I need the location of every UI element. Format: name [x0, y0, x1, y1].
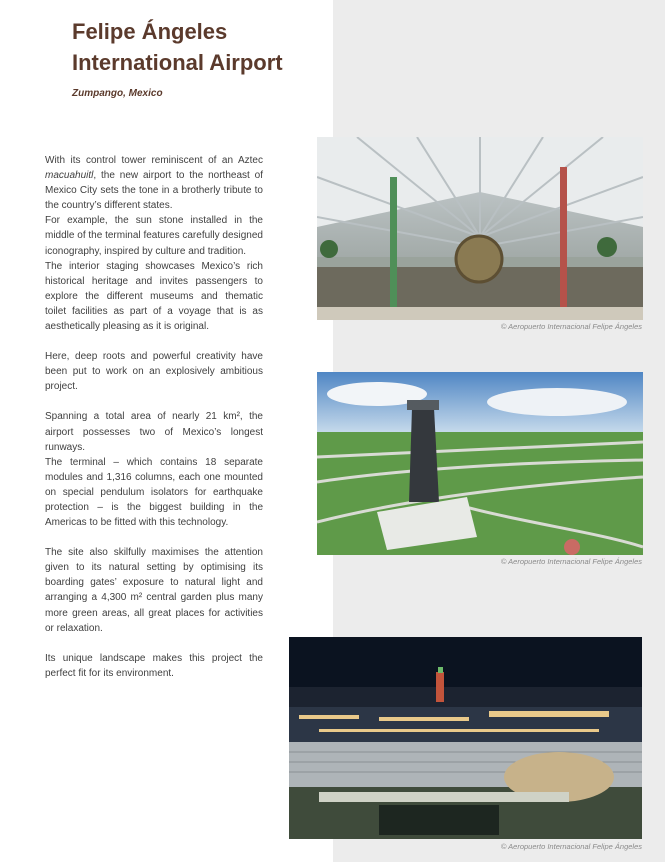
- paragraph-6: The terminal – which contains 18 separate modules and 1,316 columns, each one mounted on special pendulum isolators for earthquake protection – is the biggest building in the Americas to be fitted with this technology.: [45, 456, 263, 529]
- paragraph-1-italic: macuahuitl: [45, 170, 94, 182]
- photo-credit-1: © Aeropuerto Internacional Felipe Ángeles: [500, 322, 642, 331]
- terminal-night-photo: [289, 637, 642, 839]
- terminal-interior-photo: [317, 137, 643, 320]
- title-line-1: Felipe Ángeles: [72, 19, 228, 44]
- paragraph-5: Spanning a total area of nearly 21 km², the airport possesses two of Mexico’s longest runways.: [45, 411, 263, 453]
- paragraph-1-text-a: With its control tower reminiscent of an Aztec: [45, 155, 263, 166]
- paragraph-7: The site also skilfully maximises the attention given to its natural setting by optimising its boarding gates’ exposure to natural light and arranging a 4,300 m² central garden plus many more green areas, all great places for activities or relaxation.: [45, 547, 263, 634]
- paragraph-2: For example, the sun stone installed in the middle of the terminal features carefully designed iconography, inspired by culture and tradition.: [45, 215, 263, 257]
- paragraph-1-text-b: , the new airport to the northeast of Mexico City sets the tone in a brotherly tribute to the country’s different states.: [45, 170, 263, 212]
- title-line-2: International Airport: [72, 50, 283, 75]
- paragraph-8: Its unique landscape makes this project the perfect fit for its environment.: [45, 652, 263, 679]
- photo-credit-3: © Aeropuerto Internacional Felipe Ángeles: [500, 842, 642, 851]
- photo-credit-2: © Aeropuerto Internacional Felipe Ángeles: [500, 557, 642, 566]
- paragraph-4: Here, deep roots and powerful creativity have been put to work on an explosively ambitious project.: [45, 351, 263, 393]
- paragraph-3: The interior staging showcases Mexico’s rich historical heritage and invites passengers to explore the different museums and thematic toilet facilities as part of a voyage that is as aesthetically pleasing as it is original.: [45, 260, 263, 333]
- paragraph-1: [45, 153, 263, 213]
- page-title: [72, 16, 322, 78]
- control-tower-aerial-photo: [317, 372, 643, 555]
- location-subtitle: Zumpango, Mexico: [72, 88, 163, 99]
- article-body: [45, 153, 263, 681]
